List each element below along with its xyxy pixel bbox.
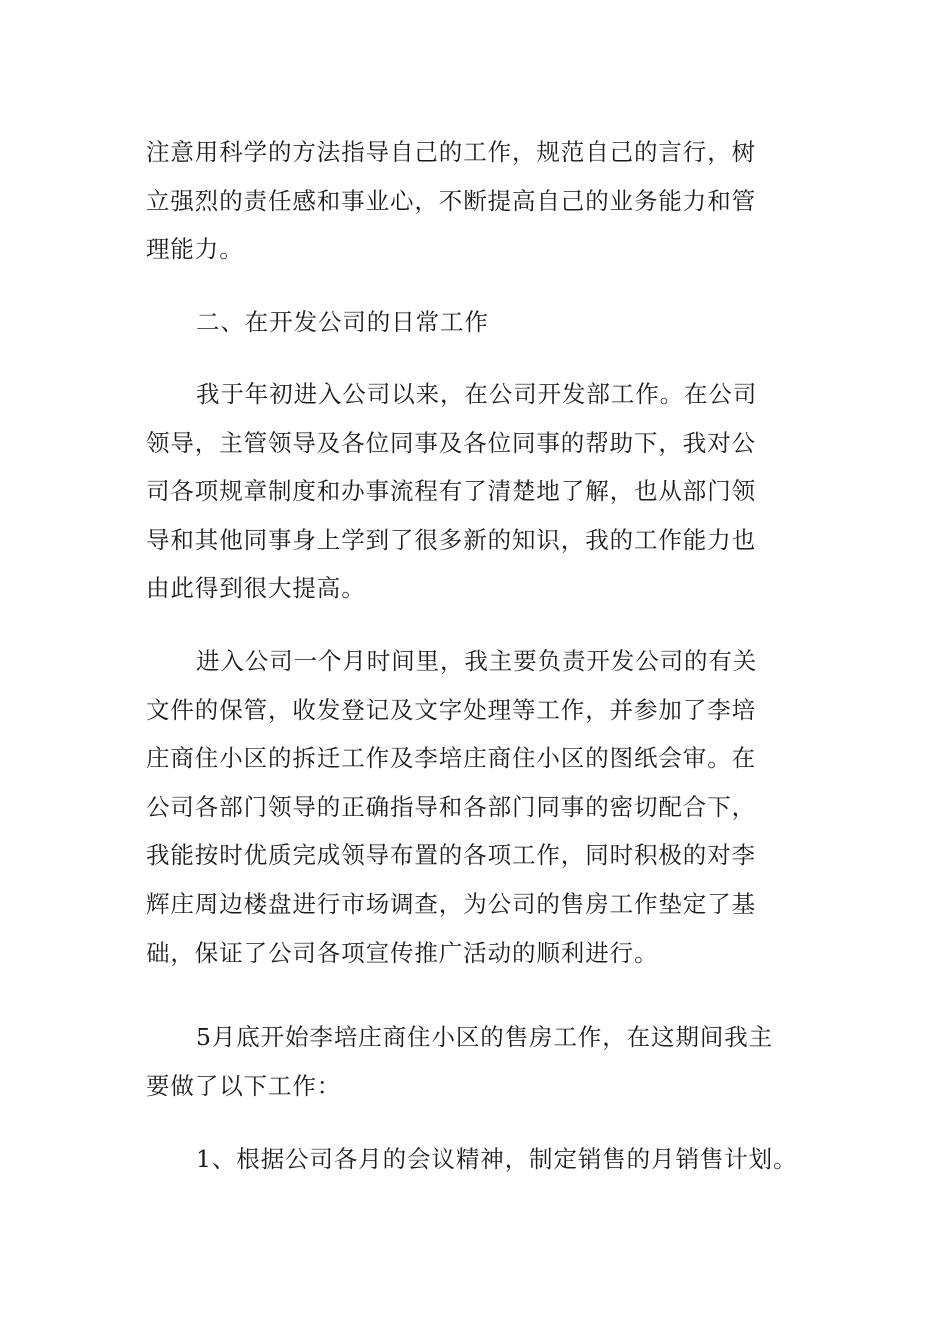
text-line: 理能力。 [146, 235, 244, 264]
paragraph-conduct [146, 128, 826, 274]
text-line: 5月底开始李培庄商住小区的售房工作，在这期间我主 [196, 1023, 774, 1051]
paragraph-first-month [146, 637, 826, 977]
text-line: 注意用科学的方法指导自己的工作，规范自己的言行，树 [146, 138, 756, 166]
heading-text: 二、在开发公司的日常工作 [196, 308, 489, 336]
text-line: 础，保证了公司各项宣传推广活动的顺利进行。 [146, 938, 659, 967]
text-line: 文件的保管，收发登记及文字处理等工作，并参加了李培 [146, 695, 756, 724]
text-line: 要做了以下工作： [146, 1071, 342, 1100]
text-line: 辉庄周边楼盘进行市场调查，为公司的售房工作垫定了基 [146, 889, 756, 918]
section-heading [146, 298, 826, 347]
text-line: 我于年初进入公司以来，在公司开发部工作。在公司 [196, 380, 758, 408]
text-line: 我能按时优质完成领导布置的各项工作，同时积极的对李 [146, 841, 756, 870]
text-line: 进入公司一个月时间里，我主要负责开发公司的有关 [196, 647, 758, 675]
text-line: 1、根据公司各月的会议精神，制定销售的月销售计划。 [196, 1145, 798, 1173]
text-line: 司各项规章制度和办事流程有了清楚地了解，也从部门领 [146, 477, 756, 506]
text-line: 公司各部门领导的正确指导和各部门同事的密切配合下， [146, 792, 756, 821]
list-item-1 [146, 1135, 826, 1184]
text-line: 庄商住小区的拆迁工作及李培庄商住小区的图纸会审。在 [146, 744, 756, 773]
text-line: 由此得到很大提高。 [146, 574, 366, 603]
text-line: 导和其他同事身上学到了很多新的知识，我的工作能力也 [146, 525, 756, 554]
text-line: 领导，主管领导及各位同事及各位同事的帮助下，我对公 [146, 428, 756, 457]
text-line: 立强烈的责任感和事业心，不断提高自己的业务能力和管 [146, 186, 756, 215]
paragraph-sales-start [146, 1013, 826, 1110]
paragraph-intro [146, 370, 826, 613]
